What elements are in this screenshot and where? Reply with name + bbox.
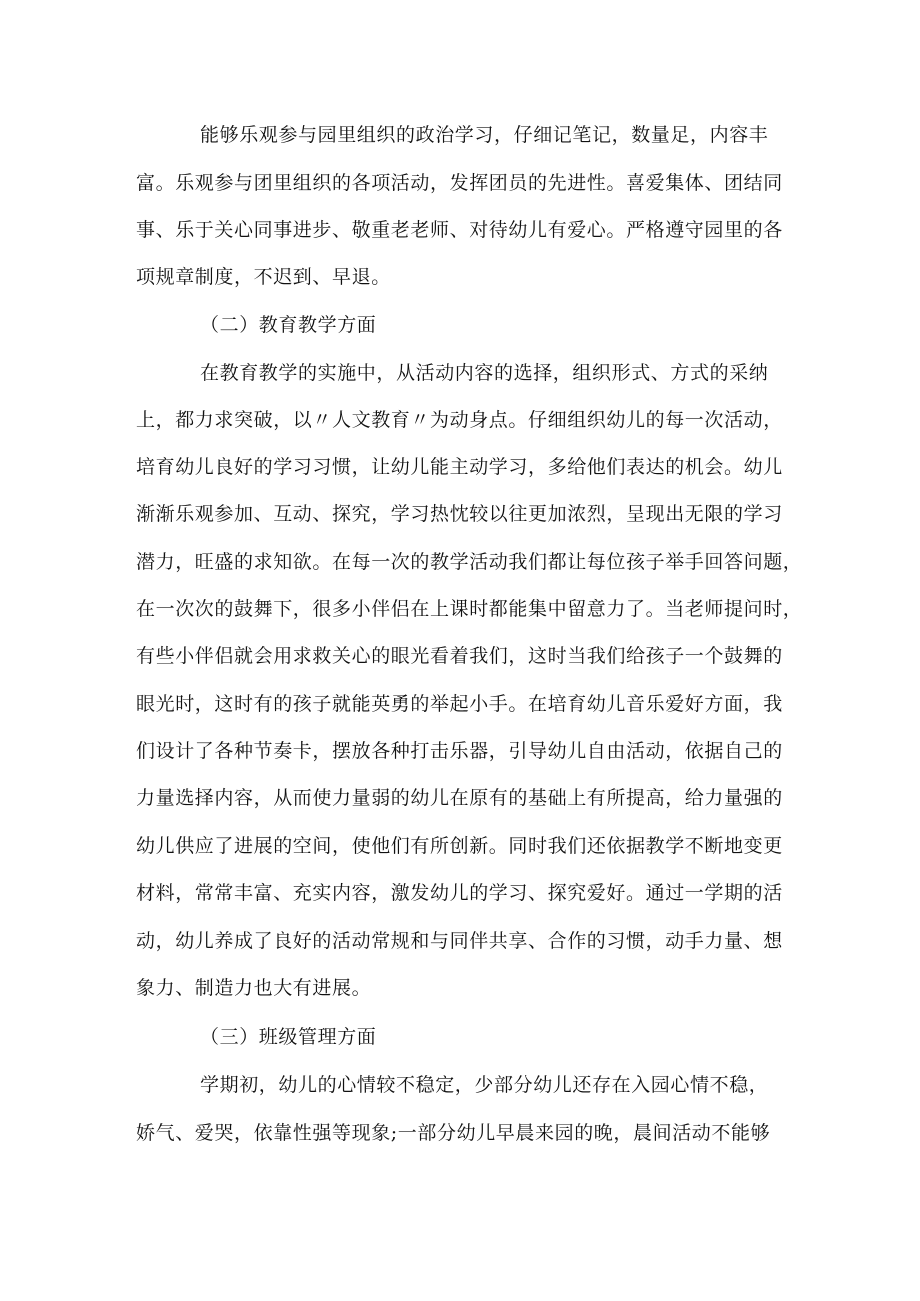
paragraph-line: 能够乐观参与园里组织的政治学习，仔细记笔记，数量足，内容丰 xyxy=(200,124,769,146)
paragraph-line: 学期初，幼儿的心情较不稳定，少部分幼儿还存在入园心情不稳， xyxy=(200,1074,769,1096)
paragraph-line: 娇气、爱哭，依靠性强等现象;一部分幼儿早晨来园的晚，晨间活动不能够 xyxy=(136,1122,771,1144)
paragraph-line: 渐渐乐观参加、互动、探究，学习热忱较以往更加浓烈，呈现出无限的学习 xyxy=(136,503,783,525)
paragraph-line: 力量选择内容，从而使力量弱的幼儿在原有的基础上有所提高，给力量强的 xyxy=(136,787,783,809)
paragraph-line: 项规章制度，不迟到、早退。 xyxy=(136,266,391,288)
paragraph-line: 在教育教学的实施中，从活动内容的选择，组织形式、方式的采纳 xyxy=(200,362,769,384)
paragraph-line: 眼光时，这时有的孩子就能英勇的举起小手。在培育幼儿音乐爱好方面，我 xyxy=(136,693,783,715)
section-heading: （三）班级管理方面 xyxy=(200,1026,377,1048)
paragraph-line: 幼儿供应了进展的空间，使他们有所创新。同时我们还依据教学不断地变更 xyxy=(136,835,783,857)
paragraph-line: 富。乐观参与团里组织的各项活动，发挥团员的先进性。喜爱集体、团结同 xyxy=(136,172,783,194)
paragraph-line: 材料，常常丰富、充实内容，激发幼儿的学习、探究爱好。通过一学期的活 xyxy=(136,882,783,904)
paragraph-line: 象力、制造力也大有进展。 xyxy=(136,977,372,999)
paragraph-line: 上，都力求突破，以〃人文教育〃为动身点。仔细组织幼儿的每一次活动， xyxy=(136,409,783,431)
paragraph-line: 潜力，旺盛的求知欲。在每一次的教学活动我们都让每位孩子举手回答问题， xyxy=(136,551,803,573)
paragraph-line: 培育幼儿良好的学习习惯，让幼儿能主动学习，多给他们表达的机会。幼儿 xyxy=(136,456,783,478)
paragraph-line: 有些小伴侣就会用求救关心的眼光看着我们，这时当我们给孩子一个鼓舞的 xyxy=(136,645,783,667)
paragraph-line: 在一次次的鼓舞下，很多小伴侣在上课时都能集中留意力了。当老师提问时， xyxy=(136,598,803,620)
paragraph-line: 动，幼儿养成了良好的活动常规和与同伴共享、合作的习惯，动手力量、想 xyxy=(136,930,783,952)
paragraph-line: 事、乐于关心同事进步、敬重老老师、对待幼儿有爱心。严格遵守园里的各 xyxy=(136,219,783,241)
paragraph-line: 们设计了各种节奏卡，摆放各种打击乐器，引导幼儿自由活动，依据自己的 xyxy=(136,740,783,762)
section-heading: （二）教育教学方面 xyxy=(200,314,377,336)
